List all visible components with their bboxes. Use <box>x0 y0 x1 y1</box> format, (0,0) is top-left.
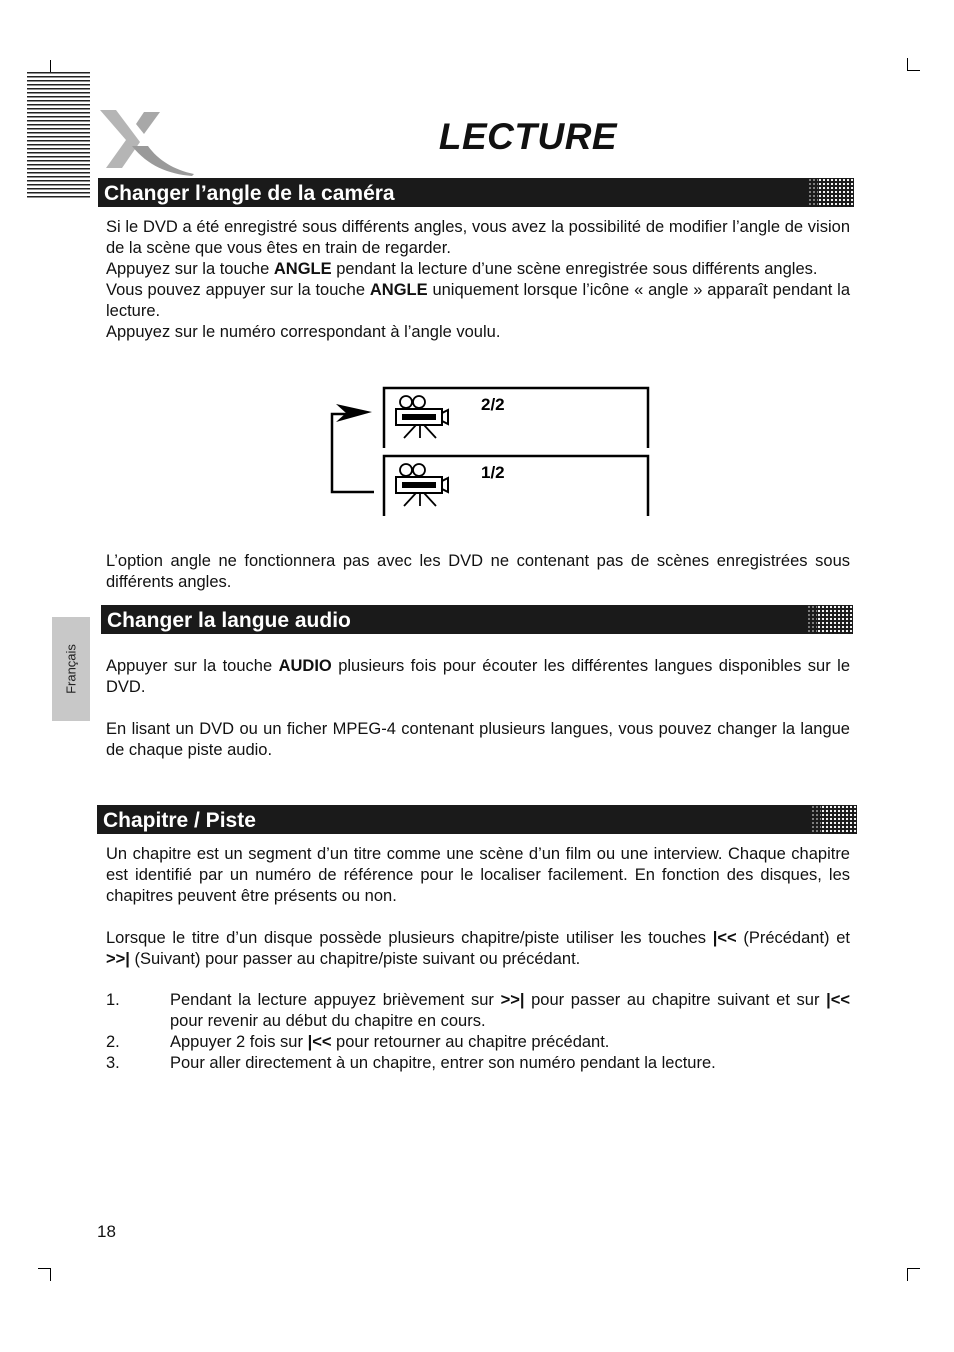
angle-note: L’option angle ne fonctionnera pas avec les DVD ne contenant pas de scènes enregistrées sous différents angles. <box>106 552 850 591</box>
audio-paragraph-1: Appuyer sur la touche AUDIO plusieurs fois pour écouter les différentes langues disponibles sur le DVD. <box>106 657 850 696</box>
angle-diagram <box>326 384 656 520</box>
section-heading-text: Chapitre / Piste <box>103 809 256 832</box>
camera-icon <box>396 396 448 438</box>
angle-intro-text <box>106 217 850 343</box>
angle-paragraph-4: Appuyez sur le numéro correspondant à l’angle voulu. <box>106 323 501 341</box>
angle-paragraph-3: Vous pouvez appuyer sur la touche ANGLE uniquement lorsque l’icône « angle » apparaît pendant la lecture. <box>106 281 851 320</box>
list-number: 1. <box>106 991 120 1009</box>
heading-dot-pattern-fade <box>807 605 817 634</box>
list-item: Pour aller directement à un chapitre, entrer son numéro pendant la lecture. <box>170 1054 716 1072</box>
section-heading-camera-angle <box>98 178 854 207</box>
camera-icon <box>396 464 448 506</box>
angle-paragraph-1: Si le DVD a été enregistré sous différents angles, vous avez la possibilité de modifier l’angle de vision de la scène que vous êtes en train de regarder. <box>106 218 850 257</box>
angle-indicator-bottom: 1/2 <box>481 463 505 482</box>
language-side-tab-label: Français <box>63 644 79 694</box>
crop-mark-bottom-left <box>38 1268 51 1281</box>
heading-dot-pattern-fade <box>808 178 818 207</box>
heading-dot-pattern-fade <box>811 805 821 834</box>
heading-dot-pattern <box>821 805 857 834</box>
page-title: LECTURE <box>438 116 618 157</box>
section-heading-text: Changer l’angle de la caméra <box>104 182 395 205</box>
page-number: 18 <box>97 1222 116 1241</box>
heading-dot-pattern <box>818 178 854 207</box>
section-heading-audio-language <box>101 605 853 634</box>
crop-mark-top-right <box>907 58 920 71</box>
list-number: 3. <box>106 1054 120 1072</box>
heading-dot-pattern <box>817 605 853 634</box>
list-number: 2. <box>106 1033 120 1051</box>
section-heading-chapter-track <box>97 805 857 834</box>
chapter-paragraph-2: Lorsque le titre d’un disque possède plusieurs chapitre/piste utiliser les touches |<< (Précédant) et >>| (Suivant) pour passer au chapitre/piste suivant ou précédant. <box>106 929 850 968</box>
list-item: Pendant la lecture appuyez brièvement sur >>| pour passer au chapitre suivant et sur |<< pour revenir au début du chapitre en cours. <box>170 991 850 1030</box>
crop-mark-bottom-right <box>907 1268 920 1281</box>
chapter-paragraph-1: Un chapitre est un segment d’un titre comme une scène d’un film ou une interview. Chaque chapitre est identifié par un numéro de référence pour le localiser facilement. En fonction des disques, les chapitres peuvent être présents ou non. <box>106 845 850 905</box>
section-heading-text: Changer la langue audio <box>107 609 351 632</box>
language-side-tab <box>52 617 90 721</box>
angle-indicator-top: 2/2 <box>481 395 505 414</box>
angle-paragraph-2: Appuyez sur la touche ANGLE pendant la lecture d’une scène enregistrée sous différents angles. <box>106 260 818 278</box>
list-item: Appuyer 2 fois sur |<< pour retourner au chapitre précédant. <box>170 1033 610 1051</box>
audio-paragraph-2: En lisant un DVD ou un ficher MPEG-4 contenant plusieurs langues, vous pouvez changer la langue de chaque piste audio. <box>106 720 850 759</box>
